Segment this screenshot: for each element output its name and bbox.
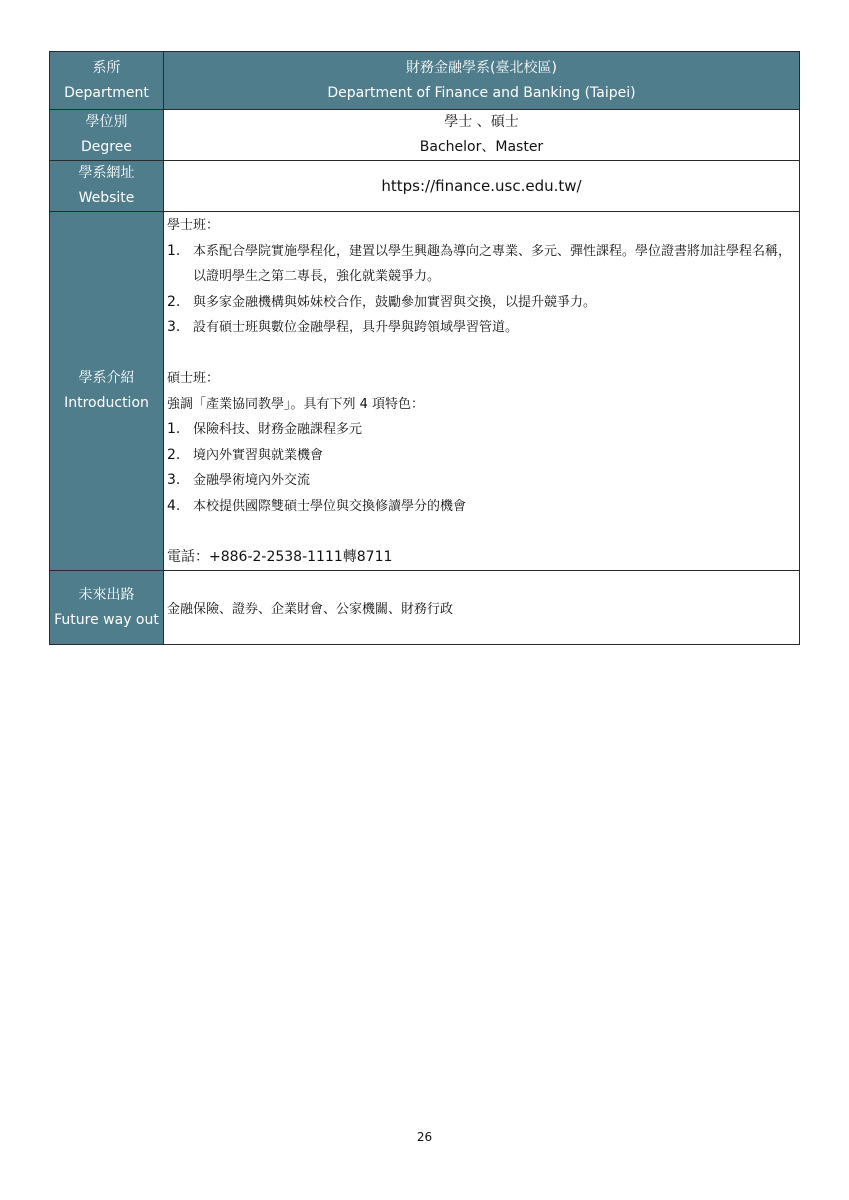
master-intro: 強調「產業協同教學」。具有下列 4 項特色： — [167, 396, 425, 412]
list-item-number: 2. — [167, 446, 181, 463]
department-label-zh: 系所 — [92, 59, 121, 76]
degree-row — [50, 110, 800, 161]
introduction-value-cell — [164, 212, 800, 571]
department-info-table — [49, 51, 800, 645]
list-item-text: 保險科技、財務金融課程多元 — [193, 422, 363, 437]
department-name-zh: 財務金融學系(臺北校區) — [406, 59, 557, 76]
website-label-cell — [50, 161, 164, 212]
list-item — [167, 417, 799, 443]
list-item-number: 4. — [167, 497, 181, 514]
list-item — [167, 239, 799, 290]
spacer — [167, 341, 799, 367]
master-heading: 碩士班： — [167, 371, 220, 386]
list-item-number: 3. — [167, 472, 181, 488]
degree-label-zh: 學位別 — [85, 114, 128, 130]
list-item — [167, 315, 799, 341]
list-item-text: 設有碩士班與數位金融學程，具升學與跨領域學習管道。 — [193, 320, 519, 335]
website-row — [50, 161, 800, 212]
list-item-number: 1. — [167, 242, 181, 259]
future-value-cell — [164, 571, 800, 645]
department-row — [50, 52, 800, 110]
list-item — [167, 494, 799, 520]
list-item-number: 2. — [167, 293, 181, 310]
degree-label-en: Degree — [81, 139, 132, 155]
degree-value-en: Bachelor、Master — [419, 139, 544, 155]
future-careers: 金融保險、證券、企業財會、公家機關、財務行政 — [167, 602, 454, 617]
list-item — [167, 468, 799, 494]
page-number: 26 — [416, 1130, 433, 1144]
degree-label-cell — [50, 110, 164, 161]
department-label-cell — [50, 52, 164, 110]
list-item-text: 本校提供國際雙碩士學位與交換修讀學分的機會 — [193, 498, 467, 514]
future-label-zh: 未來出路 — [78, 586, 135, 603]
list-item-text: 與多家金融機構與姊妹校合作，鼓勵參加實習與交換，以提升競爭力。 — [193, 294, 597, 310]
future-label-cell — [50, 571, 164, 645]
introduction-label-en: Introduction — [64, 395, 149, 411]
list-item-number: 1. — [167, 421, 181, 437]
list-item-text: 境內外實習與就業機會 — [193, 447, 324, 463]
contact-phone: 電話：+886-2-2538-1111轉8711 — [167, 548, 393, 565]
bachelor-heading: 學士班： — [167, 218, 220, 233]
department-label-en: Department — [64, 84, 149, 101]
future-row — [50, 571, 800, 645]
spacer — [167, 519, 799, 545]
list-item-text: 本系配合學院實施學程化，建置以學生興趣為導向之專業、多元、彈性課程。學位證書將加註學程名稱，以證明學生之第二專長，強化就業競爭力。 — [193, 243, 792, 284]
website-value-cell — [164, 161, 800, 212]
degree-value-cell — [164, 110, 800, 161]
list-item — [167, 443, 799, 469]
degree-value-zh: 學士 、碩士 — [444, 114, 519, 130]
introduction-label-cell — [50, 212, 164, 571]
website-url: https://finance.usc.edu.tw/ — [381, 177, 582, 195]
website-label-en: Website — [78, 190, 135, 206]
website-label-zh: 學系網址 — [78, 165, 135, 181]
list-item-number: 3. — [167, 319, 181, 335]
list-item-text: 金融學術境內外交流 — [193, 473, 311, 488]
list-item — [167, 290, 799, 316]
bachelor-list — [167, 239, 799, 341]
department-name-en: Department of Finance and Banking (Taipei) — [327, 84, 636, 101]
future-label-en: Future way out — [54, 611, 159, 628]
department-value-cell — [164, 52, 800, 110]
introduction-row — [50, 212, 800, 571]
master-list — [167, 417, 799, 519]
introduction-label-zh: 學系介紹 — [78, 370, 135, 386]
